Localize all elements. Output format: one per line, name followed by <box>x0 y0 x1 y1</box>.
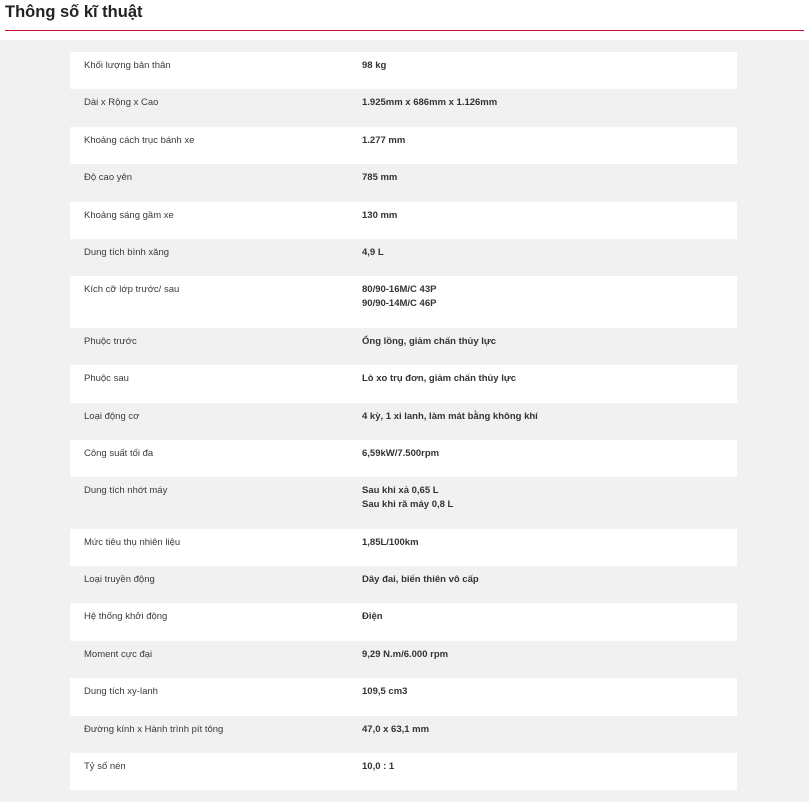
spec-value: 4 kỳ, 1 xi lanh, làm mát bằng không khí <box>362 403 737 440</box>
spec-value: 130 mm <box>362 202 737 239</box>
spec-row <box>70 641 737 678</box>
spec-table <box>70 52 737 790</box>
spec-label: Công suất tối đa <box>70 440 362 477</box>
spec-value: 80/90-16M/C 43P 90/90-14M/C 46P <box>362 276 737 327</box>
spec-row <box>70 52 737 89</box>
spec-value: 9,29 N.m/6.000 rpm <box>362 641 737 678</box>
spec-value: 47,0 x 63,1 mm <box>362 716 737 753</box>
spec-row <box>70 276 737 327</box>
spec-row <box>70 127 737 164</box>
spec-row <box>70 365 737 402</box>
spec-label: Dung tích bình xăng <box>70 239 362 276</box>
spec-row <box>70 202 737 239</box>
spec-row <box>70 529 737 566</box>
spec-label: Tỷ số nén <box>70 753 362 790</box>
spec-value: Dây đai, biến thiên vô cấp <box>362 566 737 603</box>
spec-label: Loại động cơ <box>70 403 362 440</box>
spec-value: 98 kg <box>362 52 737 89</box>
spec-label: Loại truyền động <box>70 566 362 603</box>
spec-row <box>70 566 737 603</box>
spec-row <box>70 89 737 126</box>
spec-value: 1.277 mm <box>362 127 737 164</box>
spec-value: Điện <box>362 603 737 640</box>
spec-row <box>70 477 737 528</box>
spec-row <box>70 403 737 440</box>
spec-value: Ống lồng, giảm chấn thủy lực <box>362 328 737 365</box>
spec-label: Phuộc sau <box>70 365 362 402</box>
spec-value: 785 mm <box>362 164 737 201</box>
spec-label: Mức tiêu thụ nhiên liệu <box>70 529 362 566</box>
spec-section <box>0 40 809 802</box>
spec-value: Lò xo trụ đơn, giảm chấn thủy lực <box>362 365 737 402</box>
spec-label: Phuộc trước <box>70 328 362 365</box>
spec-row <box>70 753 737 790</box>
spec-label: Khoảng sáng gầm xe <box>70 202 362 239</box>
spec-label: Dung tích nhớt máy <box>70 477 362 528</box>
spec-label: Dung tích xy-lanh <box>70 678 362 715</box>
spec-label: Đường kính x Hành trình pít tông <box>70 716 362 753</box>
spec-label: Kích cỡ lớp trước/ sau <box>70 276 362 327</box>
spec-value: 1.925mm x 686mm x 1.126mm <box>362 89 737 126</box>
spec-row <box>70 716 737 753</box>
spec-row <box>70 328 737 365</box>
spec-value: 4,9 L <box>362 239 737 276</box>
page-title: Thông số kĩ thuật <box>5 3 143 21</box>
spec-label: Khoảng cách trục bánh xe <box>70 127 362 164</box>
spec-value: 6,59kW/7.500rpm <box>362 440 737 477</box>
spec-label: Độ cao yên <box>70 164 362 201</box>
spec-row <box>70 603 737 640</box>
spec-value: Sau khi xả 0,65 L Sau khi rã máy 0,8 L <box>362 477 737 528</box>
spec-row <box>70 239 737 276</box>
spec-row <box>70 440 737 477</box>
spec-label: Khối lượng bản thân <box>70 52 362 89</box>
spec-value: 1,85L/100km <box>362 529 737 566</box>
spec-label: Dài x Rộng x Cao <box>70 89 362 126</box>
spec-row <box>70 678 737 715</box>
spec-value: 109,5 cm3 <box>362 678 737 715</box>
spec-value: 10,0 : 1 <box>362 753 737 790</box>
spec-label: Hệ thống khởi động <box>70 603 362 640</box>
title-divider <box>5 30 804 31</box>
spec-label: Moment cực đại <box>70 641 362 678</box>
spec-row <box>70 164 737 201</box>
